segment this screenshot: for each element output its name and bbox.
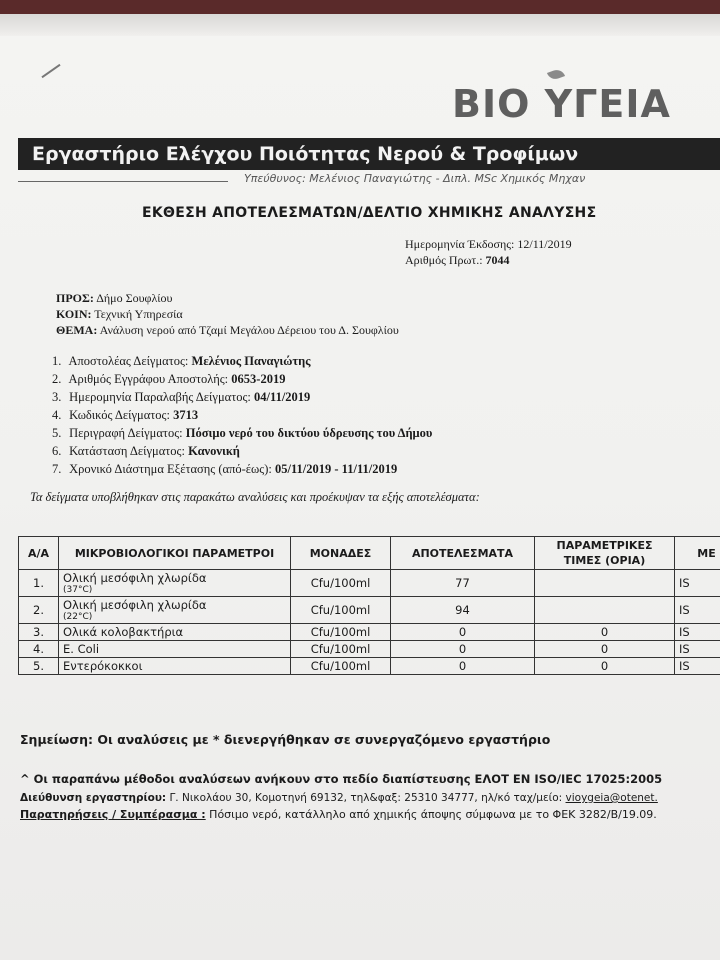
- param-temp: (37°C): [63, 585, 93, 595]
- item-number: 3.: [52, 390, 62, 404]
- logo-text: ΒΙΟ ΥΓΕΙΑ: [452, 82, 671, 126]
- addressing: [56, 290, 399, 338]
- accreditation-note: ^ Οι παραπάνω μέθοδοι αναλύσεων ανήκουν στο πεδίο διαπίστευσης ΕΛΟΤ ΕΝ ISO/IEC 17025:2005: [20, 772, 663, 786]
- subject-value: Ανάλυση νερού από Τζαμί Μεγάλου Δέρειου του Δ. Σουφλίου: [99, 323, 399, 337]
- table-row: [19, 641, 720, 658]
- samples-note: Τα δείγματα υποβλήθηκαν στις παρακάτω αναλύσεις και προέκυψαν τα εξής αποτελέσματα:: [30, 490, 480, 504]
- lab-logo: [452, 82, 671, 126]
- responsible-person: Υπεύθυνος: Μελένιος Παναγιώτης - Διπλ. MSc Χημικός Μηχαν: [244, 172, 586, 185]
- cell-limit: [535, 570, 675, 597]
- to-label: ΠΡΟΣ:: [56, 291, 94, 305]
- results-table: [18, 536, 720, 675]
- sample-info-item: [52, 424, 432, 442]
- item-label: Κωδικός Δείγματος:: [69, 408, 170, 422]
- notice: Σημείωση: Οι αναλύσεις με * διενεργήθηκαν σε συνεργαζόμενο εργαστήριο: [20, 732, 551, 747]
- cell-method: IS: [675, 570, 720, 597]
- param-temp: (22°C): [63, 612, 93, 622]
- sample-info-item: [52, 370, 432, 388]
- header-results: ΑΠΟΤΕΛΕΣΜΑΤΑ: [391, 537, 535, 570]
- sample-info-item: [52, 388, 432, 406]
- cell-units: Cfu/100ml: [291, 570, 391, 597]
- cell-method: IS: [675, 597, 720, 624]
- item-value: 3713: [173, 408, 199, 422]
- cell-param: E. Coli: [59, 641, 291, 658]
- cell-method: IS: [675, 658, 720, 675]
- param-name: Ολική μεσόφιλη χλωρίδα: [63, 598, 207, 612]
- remarks-value: Πόσιμο νερό, κατάλληλο από χημικής άποψης σύμφωνα με το ΦΕΚ 3282/Β/19.09.: [209, 808, 657, 821]
- sample-info-item: [52, 352, 432, 370]
- cell-aa: 3.: [19, 624, 59, 641]
- issue-date-value: 12/11/2019: [517, 237, 572, 251]
- item-label: Αποστολέας Δείγματος:: [68, 354, 189, 368]
- sample-info-list: [52, 352, 432, 478]
- item-number: 2.: [52, 372, 62, 386]
- item-value: 04/11/2019: [254, 390, 311, 404]
- cell-method: IS: [675, 624, 720, 641]
- sample-info-item: [52, 460, 432, 478]
- sample-info-item: [52, 442, 432, 460]
- item-label: Κατάσταση Δείγματος:: [69, 444, 185, 458]
- header-limits: ΠΑΡΑΜΕΤΡΙΚΕΣ ΤΙΜΕΣ (ΟΡΙΑ): [535, 537, 675, 570]
- cell-aa: 2.: [19, 597, 59, 624]
- header-method: ΜΕ: [675, 537, 720, 570]
- cell-units: Cfu/100ml: [291, 624, 391, 641]
- address-value: Γ. Νικολάου 30, Κομοτηνή 69132, τηλ&φαξ: 25310 34777, ηλ/κό ταχ/μείο:: [169, 792, 563, 804]
- cell-result: 0: [391, 658, 535, 675]
- report-title: ΕΚΘΕΣΗ ΑΠΟΤΕΛΕΣΜΑΤΩΝ/ΔΕΛΤΙΟ ΧΗΜΙΚΗΣ ΑΝΑΛΥΣΗΣ: [142, 205, 597, 221]
- protocol-label: Αριθμός Πρωτ.:: [405, 253, 483, 267]
- cell-param: [59, 597, 291, 624]
- cell-param: Ολικά κολοβακτήρια: [59, 624, 291, 641]
- koin-label: ΚΟΙΝ:: [56, 307, 92, 321]
- protocol-value: 7044: [485, 253, 510, 267]
- header-units: ΜΟΝΑΔΕΣ: [291, 537, 391, 570]
- top-edge: [0, 0, 720, 14]
- cell-limit: 0: [535, 641, 675, 658]
- remarks-label: Παρατηρήσεις / Συμπέρασμα :: [20, 808, 206, 821]
- issue-date-label: Ημερομηνία Έκδοσης:: [405, 237, 515, 251]
- cell-units: Cfu/100ml: [291, 658, 391, 675]
- cell-units: Cfu/100ml: [291, 641, 391, 658]
- cell-limit: 0: [535, 658, 675, 675]
- cell-aa: 1.: [19, 570, 59, 597]
- sample-info-item: [52, 406, 432, 424]
- table-row: [19, 624, 720, 641]
- cell-method: IS: [675, 641, 720, 658]
- email-link[interactable]: vioygeia@otenet.: [565, 792, 658, 804]
- cell-result: 94: [391, 597, 535, 624]
- leaf-icon: [547, 68, 565, 82]
- remarks: [20, 808, 657, 821]
- cell-aa: 5.: [19, 658, 59, 675]
- pen-mark: [41, 64, 60, 78]
- koin-value: Τεχνική Υπηρεσία: [94, 307, 183, 321]
- item-label: Ημερομηνία Παραλαβής Δείγματος:: [69, 390, 251, 404]
- top-shadow: [0, 14, 720, 36]
- item-label: Χρονικό Διάστημα Εξέτασης (από-έως):: [69, 462, 272, 476]
- address-label: Διεύθυνση εργαστηρίου:: [20, 792, 167, 804]
- lab-address: [20, 792, 658, 804]
- divider-line: [18, 181, 228, 182]
- header-aa: Α/Α: [19, 537, 59, 570]
- item-number: 6.: [52, 444, 62, 458]
- item-label: Αριθμός Εγγράφου Αποστολής:: [68, 372, 229, 386]
- item-number: 1.: [52, 354, 62, 368]
- item-value: 05/11/2019 - 11/11/2019: [275, 462, 398, 476]
- table-header-row: [19, 537, 720, 570]
- cell-result: 77: [391, 570, 535, 597]
- item-value: 0653-2019: [231, 372, 286, 386]
- item-number: 5.: [52, 426, 62, 440]
- lab-name-banner: Εργαστήριο Ελέγχου Ποιότητας Νερού & Τροφίμων: [18, 138, 720, 170]
- table-row: [19, 658, 720, 675]
- table-row: [19, 597, 720, 624]
- item-label: Περιγραφή Δείγματος:: [69, 426, 183, 440]
- cell-limit: [535, 597, 675, 624]
- cell-param: [59, 570, 291, 597]
- subject-label: ΘΕΜΑ:: [56, 323, 98, 337]
- cell-param: Εντερόκοκκοι: [59, 658, 291, 675]
- header-param: ΜΙΚΡΟΒΙΟΛΟΓΙΚΟΙ ΠΑΡΑΜΕΤΡΟΙ: [59, 537, 291, 570]
- table-row: [19, 570, 720, 597]
- issue-info: [405, 236, 572, 268]
- item-number: 7.: [52, 462, 62, 476]
- cell-result: 0: [391, 641, 535, 658]
- to-value: Δήμο Σουφλίου: [96, 291, 173, 305]
- item-value: Μελένιος Παναγιώτης: [191, 354, 311, 368]
- item-value: Πόσιμο νερό του δικτύου ύδρευσης του Δήμου: [185, 426, 433, 440]
- item-value: Κανονική: [188, 444, 240, 458]
- cell-units: Cfu/100ml: [291, 597, 391, 624]
- cell-aa: 4.: [19, 641, 59, 658]
- cell-limit: 0: [535, 624, 675, 641]
- param-name: Ολική μεσόφιλη χλωρίδα: [63, 571, 207, 585]
- item-number: 4.: [52, 408, 62, 422]
- cell-result: 0: [391, 624, 535, 641]
